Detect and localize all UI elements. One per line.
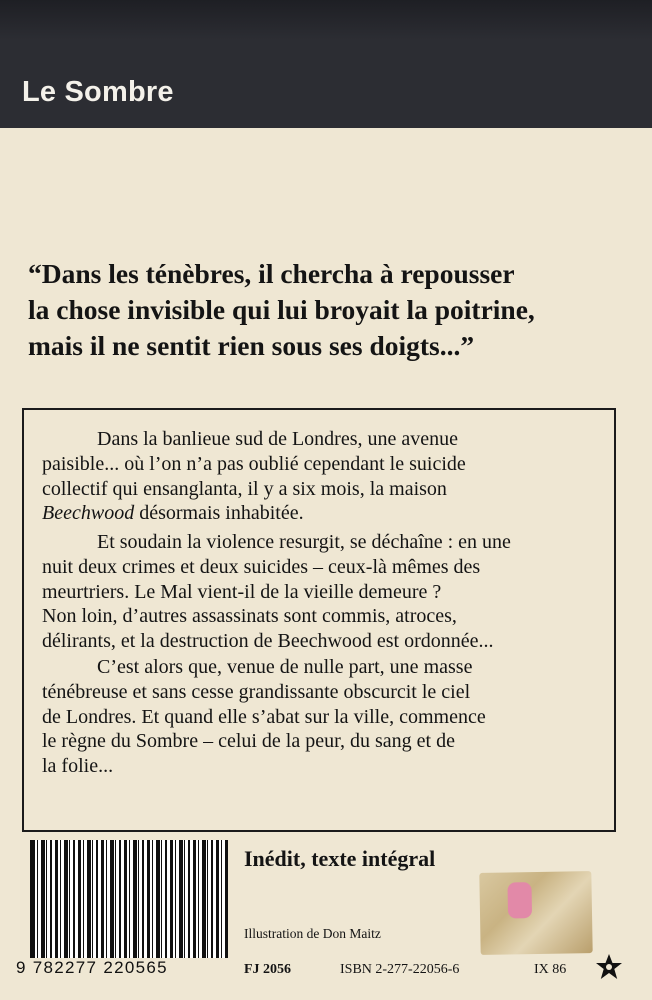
synopsis-line: Et soudain la violence resurgit, se déchaîne : en une xyxy=(97,531,511,553)
category-code: IX 86 xyxy=(534,962,567,977)
synopsis-line: la folie... xyxy=(42,755,114,778)
catalog-code: FJ 2056 xyxy=(244,962,292,977)
house-name: Beechwood xyxy=(42,502,135,525)
synopsis-box xyxy=(22,408,616,832)
synopsis-line: de Londres. Et quand elle s’abat sur la ville, commence xyxy=(42,705,486,728)
sticker-pink-mark xyxy=(507,882,532,918)
quote-line: “Dans les ténèbres, il chercha à repousser xyxy=(28,258,515,289)
synopsis-line: ténébreuse et sans cesse grandissante obscurcit le ciel xyxy=(42,680,471,703)
series-band xyxy=(0,0,652,128)
synopsis-line xyxy=(42,501,614,526)
synopsis-line: collectif qui ensanglanta, il y a six mois, la maison xyxy=(42,477,447,500)
band-shading xyxy=(0,0,652,40)
series-title: Le Sombre xyxy=(22,76,174,108)
synopsis-paragraph-2 xyxy=(42,530,614,654)
barcode xyxy=(30,840,228,958)
synopsis-paragraph-3 xyxy=(42,655,614,779)
pull-quote xyxy=(28,256,628,364)
synopsis-line: Dans la banlieue sud de Londres, une avenue xyxy=(97,428,458,450)
price-sticker-residue xyxy=(479,871,592,955)
synopsis-paragraph-1 xyxy=(42,427,614,526)
synopsis-line: le règne du Sombre – celui de la peur, du sang et de xyxy=(42,730,455,753)
publisher-star-icon xyxy=(594,952,624,982)
quote-line: la chose invisible qui lui broyait la poitrine, xyxy=(28,294,535,325)
synopsis-line: nuit deux crimes et deux suicides – ceux-là mêmes des xyxy=(42,555,481,578)
synopsis-line: délirants, et la destruction de Beechwood est ordonnée... xyxy=(42,630,494,653)
quote-line: mais il ne sentit rien sous ses doigts...” xyxy=(28,330,475,361)
synopsis-line: paisible... où l’on n’a pas oublié cependant le suicide xyxy=(42,452,466,475)
barcode-number: 9 782277 220565 xyxy=(16,958,168,977)
synopsis-line: C’est alors que, venue de nulle part, une masse xyxy=(97,656,473,678)
isbn: ISBN 2-277-22056-6 xyxy=(340,962,460,977)
synopsis-line-rest: désormais inhabitée. xyxy=(134,502,304,525)
illustration-credit: Illustration de Don Maitz xyxy=(244,926,381,941)
synopsis-line: meurtriers. Le Mal vient-il de la vieille demeure ? xyxy=(42,580,442,603)
edition-note: Inédit, texte intégral xyxy=(244,846,436,871)
synopsis-line: Non loin, d’autres assassinats sont commis, atroces, xyxy=(42,605,457,628)
